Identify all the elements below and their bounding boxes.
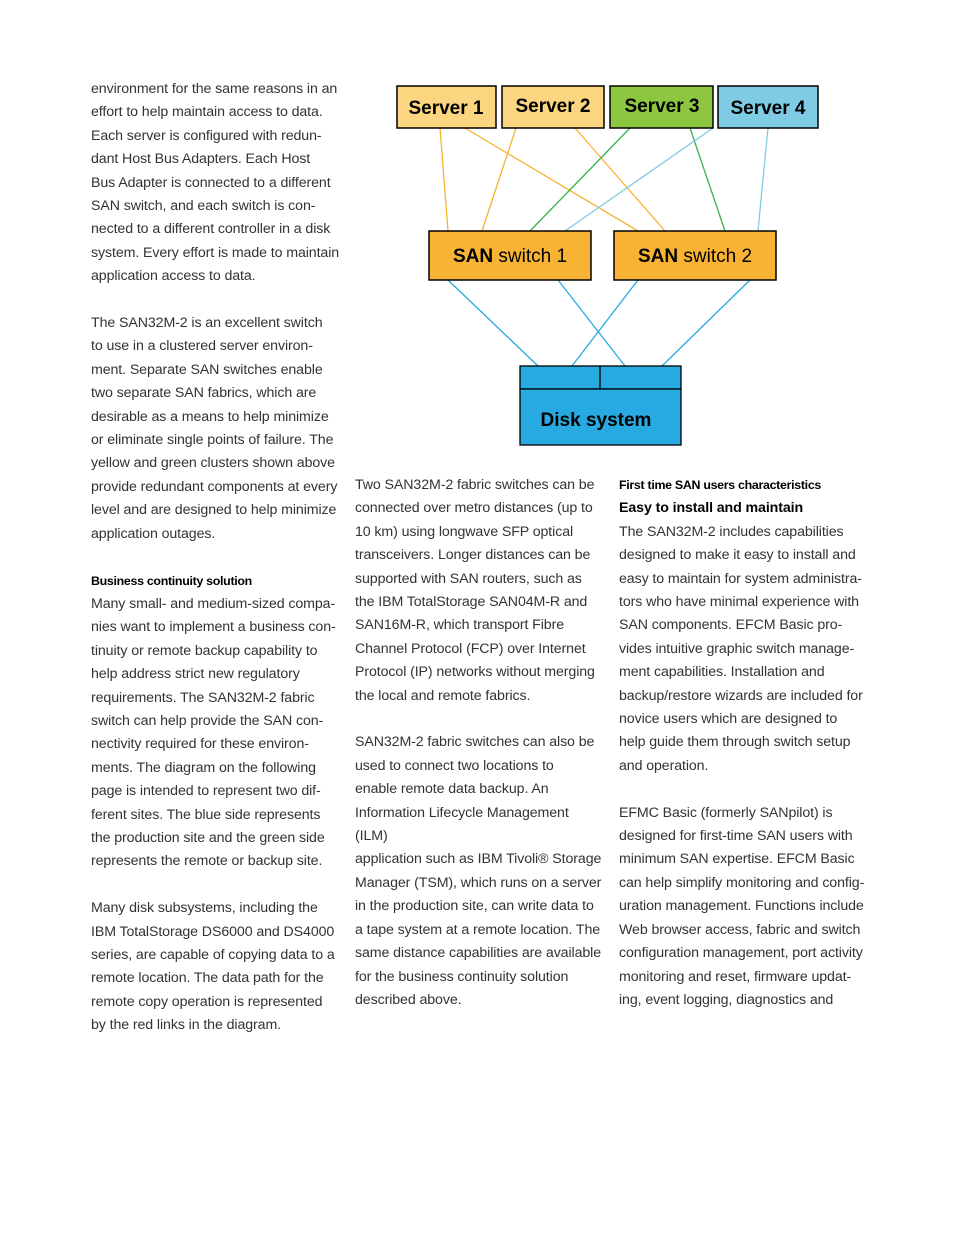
link-server4-switch1 [565,128,713,231]
text-line: two separate SAN fabrics, which are [91,385,317,402]
column-middle [355,474,605,1012]
link-switch1-disk-b [558,280,625,366]
link-server3-switch1 [530,128,630,231]
text-line: IBM TotalStorage DS6000 and DS4000 [91,923,335,940]
text-line: SAN components. EFCM Basic pro- [619,617,843,634]
text-line: ment. Separate SAN switches enable [91,361,323,378]
text-line: desirable as a means to help minimize [91,408,329,425]
text-line: tinuity or remote backup capability to [91,642,318,659]
text-line: Information Lifecycle Management (ILM) [355,804,569,845]
text-line: Many disk subsystems, including the [91,900,318,917]
text-line: same distance capabilities are available [355,945,601,962]
text-line: yellow and green clusters shown above [91,455,335,472]
text-line: uration management. Functions include [619,898,864,915]
text-line: the local and remote fabrics. [355,687,531,704]
server-3-label: Server 3 [624,96,700,117]
server-3-box [610,86,713,128]
text-line: vides intuitive graphic switch manage- [619,640,855,657]
text-line: dant Host Bus Adapters. Each Host [91,151,311,168]
server-4-box [718,86,818,128]
server-2-box [502,86,604,128]
col3-paragraph-1 [619,521,869,778]
server-1-box [397,86,496,128]
text-line: the IBM TotalStorage SAN04M-R and [355,594,588,611]
text-line: enable remote data backup. An [355,781,549,798]
text-line: ferent sites. The blue side represents [91,806,321,823]
link-switch2-disk-a [572,280,638,366]
text-line: Each server is configured with redun- [91,127,322,144]
san-switch-2-label: SAN switch 2 [637,246,753,267]
text-line: in the production site, can write data to [355,898,594,915]
text-line: effort to help maintain access to data. [91,104,323,121]
disk-system-label: Disk system [540,410,652,431]
text-line: described above. [355,991,462,1008]
text-line: SAN32M-2 fabric switches can also be [355,734,595,751]
col1-paragraph-1 [91,78,341,289]
server-4-label: Server 4 [730,98,806,119]
text-line: transceivers. Longer distances can be [355,547,591,564]
first-time-san-heading: First time SAN users characteristics [619,478,822,492]
link-server2-switch1 [482,128,516,231]
text-line: SAN switch, and each switch is con- [91,198,316,215]
text-line: nectivity required for these environ- [91,736,309,753]
text-line: a tape system at a remote location. The [355,921,601,938]
text-line: ing, event logging, diagnostics and [619,991,834,1008]
text-line: The SAN32M-2 is an excellent switch [91,315,323,332]
san-switch-1-box [429,231,591,280]
text-line: EFMC Basic (formerly SANpilot) is [619,804,833,821]
business-continuity-heading: Business continuity solution [91,573,252,588]
link-switch1-disk-a [448,280,538,366]
text-line: application such as IBM Tivoli® Storage [355,851,602,868]
link-switch2-disk-b [662,280,750,366]
text-line: supported with SAN routers, such as [355,570,582,587]
text-line: SAN16M-R, which transport Fibre [355,617,564,634]
text-line: represents the remote or backup site. [91,853,323,870]
text-line: ments. The diagram on the following [91,759,316,776]
text-line: requirements. The SAN32M-2 fabric [91,689,315,706]
col1-paragraph-2 [91,312,341,546]
text-line: ment capabilities. Installation and [619,664,825,681]
switch-disk-links [448,280,750,366]
link-server1-switch2 [465,128,638,231]
col1-paragraph-4 [91,897,341,1037]
text-line: can help simplify monitoring and config- [619,874,865,891]
text-line: 10 km) using longwave SFP optical [355,523,574,540]
text-line: Two SAN32M-2 fabric switches can be [355,477,595,493]
column-left [91,78,341,1038]
text-line: series, are capable of copying data to a [91,946,335,963]
text-line: Manager (TSM), which runs on a server [355,874,602,891]
san-topology-diagram [380,78,840,458]
text-line: for the business continuity solution [355,968,569,985]
text-line: nected to a different controller in a disk [91,221,331,238]
text-line: the production site and the green side [91,829,325,846]
col1-paragraph-3 [91,593,341,874]
text-line: or eliminate single points of failure. The [91,432,334,449]
text-line: Many small- and medium-sized compa- [91,595,336,612]
link-server1-switch1 [440,128,448,231]
col2-paragraph-2 [355,731,605,1012]
col3-paragraph-2 [619,802,869,1013]
text-line: level and are designed to help minimize [91,502,337,519]
text-line: application access to data. [91,268,256,285]
text-line: Channel Protocol (FCP) over Internet [355,640,586,657]
text-line: backup/restore wizards are included for [619,687,863,704]
text-line: designed to make it easy to install and [619,547,856,564]
disk-system-box [520,366,681,445]
text-line: provide redundant components at every [91,478,338,495]
column-right [619,474,869,1012]
text-line: environment for the same reasons in an [91,81,338,97]
text-line: tors who have minimal experience with [619,594,859,611]
text-line: help guide them through switch setup [619,734,851,751]
text-line: by the red links in the diagram. [91,1017,282,1034]
text-line: nies want to implement a business con- [91,619,336,636]
text-line: connected over metro distances (up to [355,500,593,517]
col2-paragraph-1 [355,474,605,708]
text-line: page is intended to represent two dif- [91,783,321,800]
link-server2-switch2 [575,128,665,231]
server-2-label: Server 2 [515,96,591,117]
text-line: Protocol (IP) networks without merging [355,664,595,681]
text-line: minimum SAN expertise. EFCM Basic [619,851,855,868]
text-line: monitoring and reset, firmware updat- [619,968,852,985]
text-line: remote copy operation is represented [91,993,323,1010]
text-line: and operation. [619,757,709,774]
easy-install-subheading: Easy to install and maintain [619,500,804,517]
link-server3-switch2 [690,128,725,231]
text-line: configuration management, port activity [619,945,863,962]
text-line: to use in a clustered server environ- [91,338,313,355]
text-line: switch can help provide the SAN con- [91,712,324,729]
text-line: application outages. [91,525,216,542]
text-line: novice users which are designed to [619,711,838,728]
text-line: The SAN32M-2 includes capabilities [619,523,844,540]
text-line: Web browser access, fabric and switch [619,921,861,938]
san-switch-1-label: SAN switch 1 [452,246,568,267]
san-switch-2-box [614,231,776,280]
text-line: used to connect two locations to [355,757,554,774]
link-server4-switch2 [758,128,768,231]
server-1-label: Server 1 [408,98,484,119]
text-line: help address strict new regulatory [91,666,300,683]
text-line: easy to maintain for system administra- [619,570,862,587]
server-switch-links [440,128,768,231]
text-line: remote location. The data path for the [91,970,324,987]
text-line: designed for first-time SAN users with [619,828,853,845]
text-line: Bus Adapter is connected to a different [91,174,331,191]
text-line: system. Every effort is made to maintain [91,244,340,261]
